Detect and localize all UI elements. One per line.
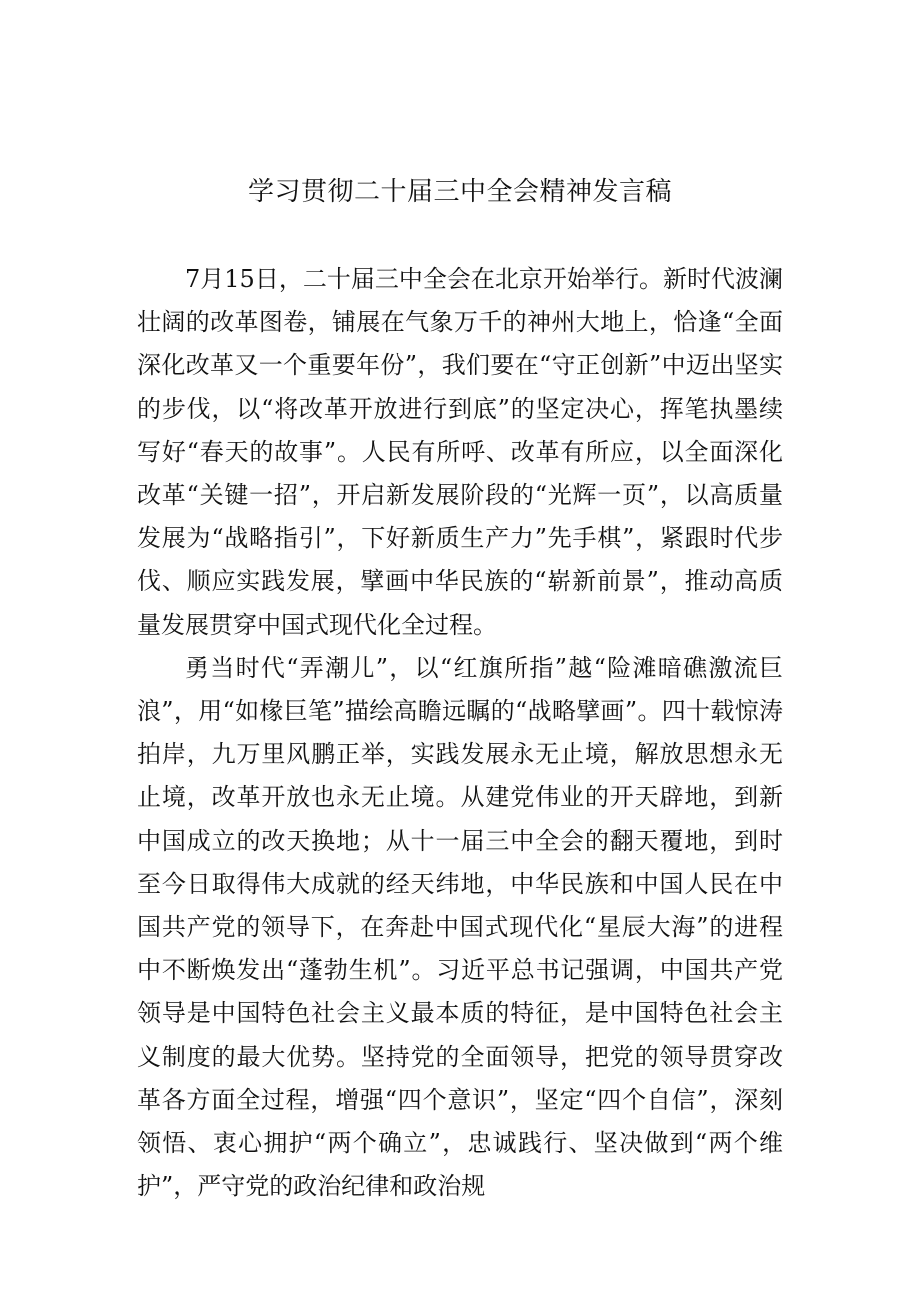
document-title: 学习贯彻二十届三中全会精神发言稿 bbox=[247, 177, 672, 207]
paragraph-2: 勇当时代“弄潮儿”，以“红旗所指”越“险滩暗礁激流巨浪”，用“如椽巨笔”描绘高瞻远瞩的“战略擘画”。四十载惊涛拍岸，九万里风鹏正举，实践发展永无止境，解放思想永无止境，改革开放也永无止境。从建党伟业的开天辟地，到新中国成立的改天换地；从十一届三中全会的翻天覆地，到时至今日取得伟大成就的经天纬地，中华民族和中国人民在中国共产党的领导下，在奔赴中国式现代化“星辰大海”的进程中不断焕发出“蓬勃生机”。习近平总书记强调，中国共产党领导是中国特色社会主义最本质的特征，是中国特色社会主义制度的最大优势。坚持党的全面领导，把党的领导贯穿改革各方面全过程，增强“四个意识”，坚定“四个自信”，深刻领悟、衷心拥护“两个确立”，忠诚践行、坚决做到“两个维护”，严守党的政治纪律和政治规 bbox=[137, 653, 783, 1201]
document-body bbox=[137, 258, 783, 1208]
paragraph-1: 7月15日，二十届三中全会在北京开始举行。新时代波澜壮阔的改革图卷，铺展在气象万千的神州大地上，恰逢“全面深化改革又一个重要年份”，我们要在“守正创新”中迈出坚实的步伐，以“将改革开放进行到底”的坚定决心，挥笔执墨续写好“春天的故事”。人民有所呼、改革有所应，以全面深化改革“关键一招”，开启新发展阶段的“光辉一页”，以高质量发展为“战略指引”，下好新质生产力”先手棋”，紧跟时代步伐、顺应实践发展，擘画中华民族的“崭新前景”，推动高质量发展贯穿中国式现代化全过程。 bbox=[137, 265, 783, 639]
